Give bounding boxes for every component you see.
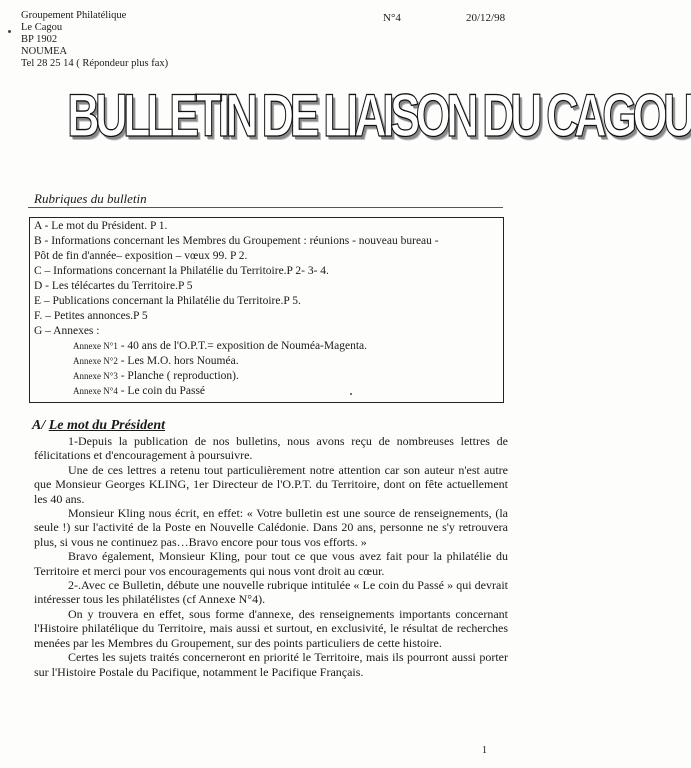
paragraph: Monsieur Kling nous écrit, en effet: « Votre bulletin est une source de renseignements, (la seule !) sur l'activité de la Poste en Nouvelle Calédonie. Dans 20 ans, personne ne s'y retrouvera plus, si vous ne continuez pas…Bravo encore pour tous vos efforts. »	[34, 506, 508, 549]
issue-date: 20/12/98	[466, 12, 506, 24]
rubriques-heading: Rubriques du bulletin	[34, 191, 147, 206]
annexe-text: - 40 ans de l'O.P.T.= exposition de Nouméa-Magenta.	[117, 340, 367, 352]
organization-address	[21, 10, 168, 70]
section-title	[32, 418, 165, 434]
annexe-item	[73, 369, 239, 383]
paragraph: 1-Depuis la publication de nos bulletins, nous avons reçu de nombreuses lettres de félicitations et d'encouragement à poursuivre.	[34, 434, 508, 463]
paragraph: Bravo également, Monsieur Kling, pour tout ce que vous avez fait pour la philatélie du Territoire et merci pour vos encouragements qui nous vont droit au cœur.	[34, 549, 508, 578]
contents-item-f: F. – Petites annonces.P 5	[34, 310, 148, 322]
annexe-label: Annexe N°4	[73, 386, 118, 396]
contents-item-c: C – Informations concernant la Philatélie du Territoire.P 2- 3- 4.	[34, 265, 329, 277]
contents-item-d: D - Les télécartes du Territoire.P 5	[34, 280, 193, 292]
annexe-item	[73, 384, 205, 398]
contents-item-g: G – Annexes :	[34, 325, 100, 337]
annexe-label: Annexe N°2	[73, 356, 118, 366]
paragraph: On y trouvera en effet, sous forme d'annexe, des renseignements importants concernant l'Histoire philatélique du Territoire, mais aussi et surtout, en exclusivité, le résultat de recherches menées par les Membres du Groupement, sur des points particuliers de cette histoire.	[34, 606, 508, 650]
contents-item-a: A - Le mot du Président. P 1.	[34, 220, 168, 232]
rubriques-underline	[28, 207, 503, 208]
page-number: 1	[482, 745, 487, 756]
annexe-item	[73, 339, 367, 353]
annexe-item	[73, 354, 239, 368]
scan-speck	[8, 30, 11, 33]
annexe-text: - Le coin du Passé	[117, 385, 206, 397]
bulletin-title: BULLETIN DE LIAISON DU CAGOU	[67, 82, 691, 149]
annexe-label: Annexe N°3	[73, 371, 118, 381]
contents-item-b-cont: Pôt de fin d'année– exposition – vœux 99. P 2.	[34, 250, 248, 262]
section-prefix: A/	[32, 418, 46, 433]
scan-speck	[350, 393, 352, 395]
org-city: NOUMEA	[21, 46, 68, 57]
annexe-label: Annexe N°1	[73, 341, 118, 351]
annexe-text: - Planche ( reproduction).	[117, 370, 239, 382]
contents-box	[29, 217, 504, 403]
org-subname: Le Cagou	[21, 22, 63, 33]
issue-number: N°4	[383, 12, 401, 24]
section-heading: Le mot du Président	[48, 418, 166, 433]
paragraph: Certes les sujets traités concerneront en priorité le Territoire, mais ils pourront aussi porter sur l'Histoire Postale du Pacifique, notamment le Pacifique Français.	[34, 650, 508, 679]
paragraph: 2-.Avec ce Bulletin, débute une nouvelle rubrique intitulée « Le coin du Passé » qui devrait intéresser tous les philatélistes (cf Annexe N°4).	[34, 578, 508, 607]
section-body	[34, 434, 508, 679]
paragraph: Une de ces lettres a retenu tout particulièrement notre attention car son auteur n'est autre que Monsieur Georges KLING, 1er Directeur de l'O.P.T. du Territoire, dont on fête actuellement les 40 ans.	[34, 462, 508, 506]
contents-item-e: E – Publications concernant la Philatélie du Territoire.P 5.	[34, 295, 301, 307]
org-phone: Tel 28 25 14 ( Répondeur plus fax)	[21, 58, 169, 69]
org-name: Groupement Philatélique	[21, 10, 127, 21]
org-po-box: BP 1902	[21, 34, 58, 45]
contents-item-b: B - Informations concernant les Membres du Groupement : réunions - nouveau bureau -	[34, 235, 439, 247]
annexe-text: - Les M.O. hors Nouméa.	[117, 355, 239, 367]
